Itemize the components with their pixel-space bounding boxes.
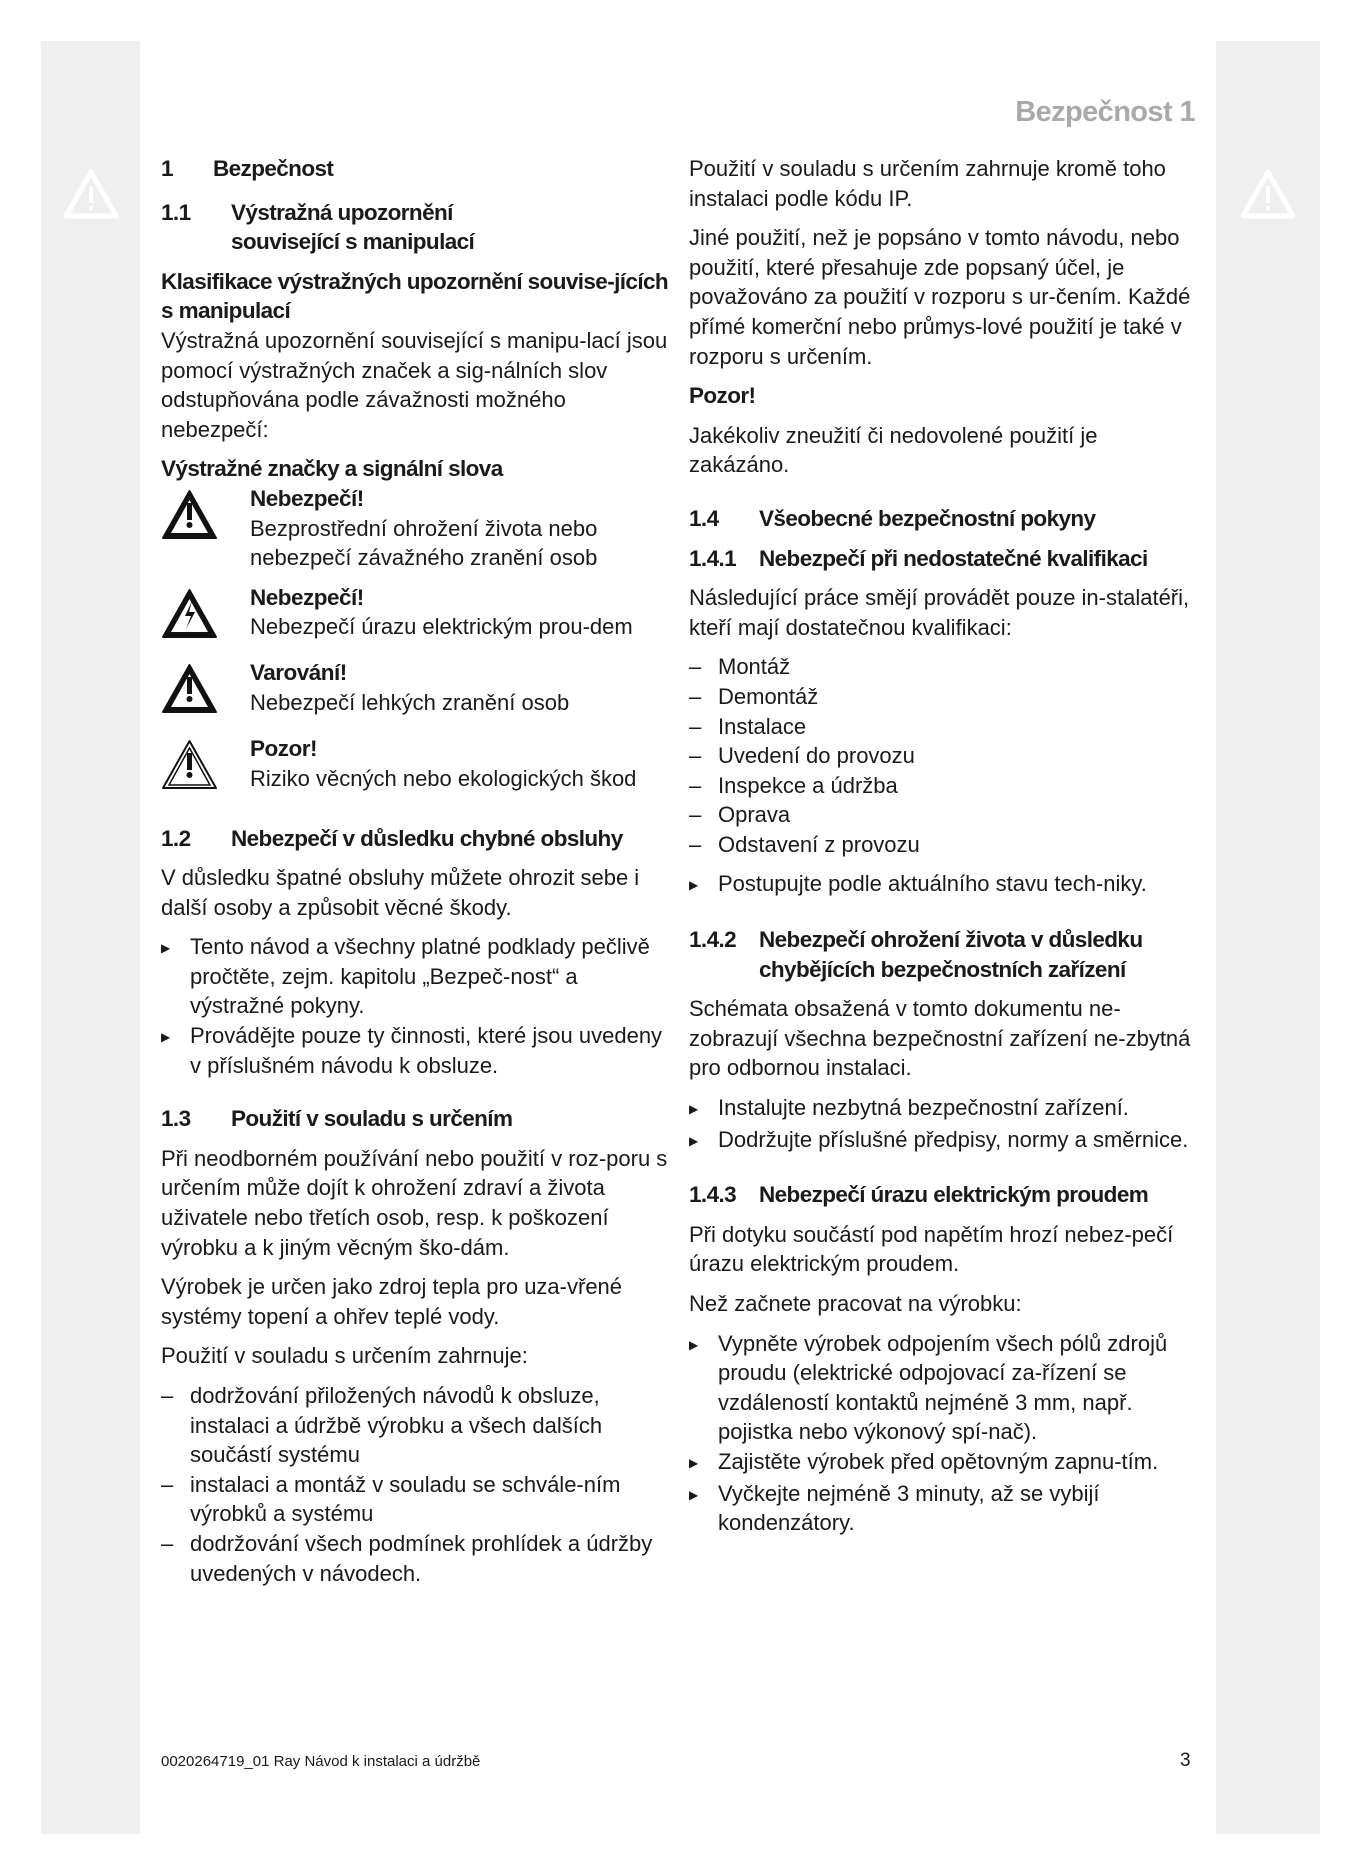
- subheading: Výstražné značky a signální slova: [161, 456, 503, 482]
- heading-text: Bezpečnost: [213, 156, 334, 181]
- paragraph: Při dotyku součástí pod napětím hrozí nebez-pečí úrazu elektrickým proudem.: [689, 1221, 1174, 1277]
- heading-text: Použití v souladu s určením: [231, 1106, 513, 1132]
- section-heading-1-4-2: [689, 925, 1199, 984]
- list-item: [689, 682, 1199, 712]
- danger-triangle-icon: [161, 484, 250, 573]
- paragraph: Následující práce smějí provádět pouze in-stalatéři, kteří mají dostatečnou kvalifikaci:: [689, 585, 1190, 640]
- dash-marker: –: [689, 831, 702, 857]
- bullet-arrow-icon: ▶: [161, 941, 171, 956]
- instruction-list: [689, 869, 1199, 901]
- caution-triangle-icon: [161, 734, 250, 800]
- signal-word: Nebezpečí!: [250, 485, 364, 511]
- left-column: [161, 154, 671, 1598]
- list-item-text: Postupujte podle aktuálního stavu tech-niky.: [718, 871, 1147, 897]
- list-item-text: Zajistěte výrobek před opětovným zapnu-tím.: [718, 1448, 1159, 1474]
- bullet-arrow-icon: ▶: [689, 1337, 699, 1352]
- paragraph: Při neodborném používání nebo použití v roz-poru s určením může dojít k ohrožení zdraví a života uživatele nebo třetích osob, resp. k poškození výrobku a k jiným věcným ško-dám.: [161, 1145, 668, 1260]
- warning-text: Nebezpečí úrazu elektrickým prou-dem: [250, 614, 633, 640]
- right-margin-band: [1216, 41, 1320, 1834]
- instruction-list: [161, 932, 671, 1080]
- dash-marker: –: [689, 772, 702, 798]
- list-item-text: Vyčkejte nejméně 3 minuty, až se vybijí kondenzátory.: [718, 1480, 1100, 1536]
- bullet-arrow-icon: ▶: [161, 1030, 171, 1045]
- dash-marker: –: [689, 654, 702, 680]
- list-item: [161, 1529, 671, 1588]
- list-item-text: Instalujte nezbytná bezpečnostní zařízení.: [718, 1095, 1129, 1121]
- list-item: [689, 800, 1199, 830]
- dash-marker: –: [161, 1383, 174, 1408]
- list-item-text: Vypněte výrobek odpojením všech pólů zdrojů proudu (elektrické odpojovací za-řízení se vzdáleností kontaktů nejméně 3 mm, např. pojistka nebo výkonový spí-nač).: [718, 1330, 1168, 1445]
- list-item-text: Provádějte pouze ty činnosti, které jsou uvedeny v příslušném návodu k obsluze.: [190, 1023, 663, 1078]
- heading-text: Všeobecné bezpečnostní pokyny: [759, 505, 1096, 531]
- section-heading-1-4: [689, 504, 1199, 534]
- instruction-list: [689, 1329, 1199, 1538]
- bullet-arrow-icon: ▶: [689, 1102, 699, 1117]
- dash-list: [689, 652, 1199, 859]
- warning-item: [161, 484, 671, 573]
- paragraph: Jakékoliv zneužití či nedovolené použití je zakázáno.: [689, 422, 1098, 478]
- dash-marker: –: [689, 683, 702, 709]
- bullet-arrow-icon: ▶: [689, 1455, 699, 1470]
- dash-marker: –: [689, 802, 702, 828]
- list-item: [689, 771, 1199, 801]
- list-item: [161, 1470, 671, 1529]
- heading-text: Nebezpečí ohrožení života v důsledku chybějících bezpečnostních zařízení: [759, 927, 1143, 982]
- list-item-text: Montáž: [718, 654, 791, 680]
- list-item: [689, 1125, 1199, 1157]
- list-item: [689, 1093, 1199, 1125]
- list-item: [161, 1021, 671, 1080]
- footer-doc-id: 0020264719_01 Ray Návod k instalaci a údržbě: [161, 1753, 481, 1770]
- warning-watermark-icon: [63, 169, 119, 219]
- heading-text: Výstražná upozornění související s manipulací: [231, 199, 475, 255]
- left-margin-band: [41, 41, 140, 1834]
- list-item-text: dodržování všech podmínek prohlídek a údržby uvedených v návodech.: [190, 1530, 653, 1586]
- dash-marker: –: [689, 743, 702, 769]
- electric-triangle-icon: [161, 583, 250, 649]
- dash-list: [161, 1381, 671, 1588]
- list-item-text: Odstavení z provozu: [718, 831, 920, 857]
- bullet-arrow-icon: ▶: [689, 878, 699, 893]
- list-item-text: Inspekce a údržba: [718, 772, 898, 798]
- section-heading-1-4-1: [689, 544, 1199, 574]
- heading-text: Nebezpečí v důsledku chybné obsluhy: [231, 825, 623, 851]
- list-item-text: Uvedení do provozu: [718, 743, 915, 769]
- running-header: Bezpečnost 1: [1015, 96, 1195, 128]
- heading-number: 1: [161, 156, 173, 181]
- list-item-text: Dodržujte příslušné předpisy, normy a směrnice.: [718, 1126, 1189, 1152]
- list-item: [689, 1479, 1199, 1538]
- list-item: [689, 1329, 1199, 1447]
- warning-text: Riziko věcných nebo ekologických škod: [250, 765, 637, 791]
- section-heading-1-2: [161, 824, 671, 854]
- heading-text: Nebezpečí úrazu elektrickým proudem: [759, 1182, 1149, 1208]
- page-number: 3: [1180, 1750, 1191, 1771]
- signal-word: Pozor!: [689, 383, 756, 409]
- dash-marker: –: [689, 713, 702, 739]
- right-column: [689, 154, 1199, 1548]
- paragraph: Jiné použití, než je popsáno v tomto návodu, nebo použití, které přesahuje zde popsaný účel, je považováno za použití v rozporu s ur-čením. Každé přímé komerční nebo průmys-lové použití je také v rozporu s určením.: [689, 225, 1191, 369]
- list-item: [689, 741, 1199, 771]
- signal-word: Varování!: [250, 660, 347, 686]
- list-item: [161, 932, 671, 1021]
- paragraph: Výrobek je určen jako zdroj tepla pro uza-vřené systémy topení a ohřev teplé vody.: [161, 1274, 623, 1329]
- heading-number: 1.4.1: [689, 545, 737, 571]
- heading-text: Nebezpečí při nedostatečné kvalifikaci: [759, 545, 1148, 571]
- dash-marker: –: [161, 1471, 174, 1497]
- list-item-text: dodržování přiložených návodů k obsluze, instalaci a údržbě výrobku a všech dalších součástí systému: [190, 1383, 603, 1468]
- warning-text: Nebezpečí lehkých zranění osob: [250, 689, 570, 715]
- warning-text: Bezprostřední ohrožení života nebo nebezpečí závažného zranění osob: [250, 515, 598, 571]
- bullet-arrow-icon: ▶: [689, 1487, 699, 1502]
- subheading: Klasifikace výstražných upozornění souvise-jících s manipulací: [161, 268, 669, 324]
- warning-item: [161, 658, 671, 724]
- section-heading-1-4-3: [689, 1180, 1199, 1210]
- heading-number: 1.4: [689, 505, 719, 531]
- list-item: [689, 712, 1199, 742]
- heading-number: 1.3: [161, 1106, 191, 1132]
- list-item-text: instalaci a montáž v souladu se schvále-ním výrobků a systému: [190, 1471, 621, 1527]
- warning-item: [161, 583, 671, 649]
- heading-number: 1.4.2: [689, 927, 737, 953]
- warning-triangle-icon: [161, 658, 250, 724]
- list-item: [689, 830, 1199, 860]
- dash-marker: –: [161, 1530, 174, 1556]
- heading-number: 1.1: [161, 199, 191, 225]
- warning-watermark-icon: [1240, 169, 1296, 219]
- paragraph: V důsledku špatné obsluhy můžete ohrozit sebe i další osoby a způsobit věcné škody.: [161, 865, 640, 920]
- list-item: [689, 1447, 1199, 1479]
- paragraph: Než začnete pracovat na výrobku:: [689, 1291, 1022, 1316]
- signal-word: Pozor!: [250, 735, 317, 761]
- list-item: [689, 652, 1199, 682]
- list-item-text: Tento návod a všechny platné podklady pečlivě pročtěte, zejm. kapitolu „Bezpeč-nost“ a výstražné pokyny.: [190, 934, 650, 1019]
- section-heading-1-1: [161, 198, 671, 257]
- list-item: [161, 1381, 671, 1470]
- heading-number: 1.4.3: [689, 1182, 737, 1208]
- instruction-list: [689, 1093, 1199, 1156]
- list-item-text: Instalace: [718, 713, 807, 739]
- section-heading-1-3: [161, 1104, 671, 1134]
- list-item: [689, 869, 1199, 901]
- paragraph: Výstražná upozornění související s manipu-lací jsou pomocí výstražných značek a sig-nálních slov odstupňována podle závažnosti možného nebezpečí:: [161, 327, 668, 442]
- chapter-heading: [161, 154, 671, 184]
- paragraph: Schémata obsažená v tomto dokumentu ne-zobrazují všechna bezpečnostní zařízení ne-zbytná pro odbornou instalaci.: [689, 996, 1191, 1081]
- signal-word: Nebezpečí!: [250, 584, 364, 610]
- paragraph: Použití v souladu s určením zahrnuje:: [161, 1343, 528, 1369]
- heading-number: 1.2: [161, 825, 191, 851]
- warning-item: [161, 734, 671, 800]
- list-item-text: Demontáž: [718, 683, 819, 709]
- bullet-arrow-icon: ▶: [689, 1133, 699, 1148]
- paragraph: Použití v souladu s určením zahrnuje kromě toho instalaci podle kódu IP.: [689, 156, 1166, 211]
- list-item-text: Oprava: [718, 802, 791, 828]
